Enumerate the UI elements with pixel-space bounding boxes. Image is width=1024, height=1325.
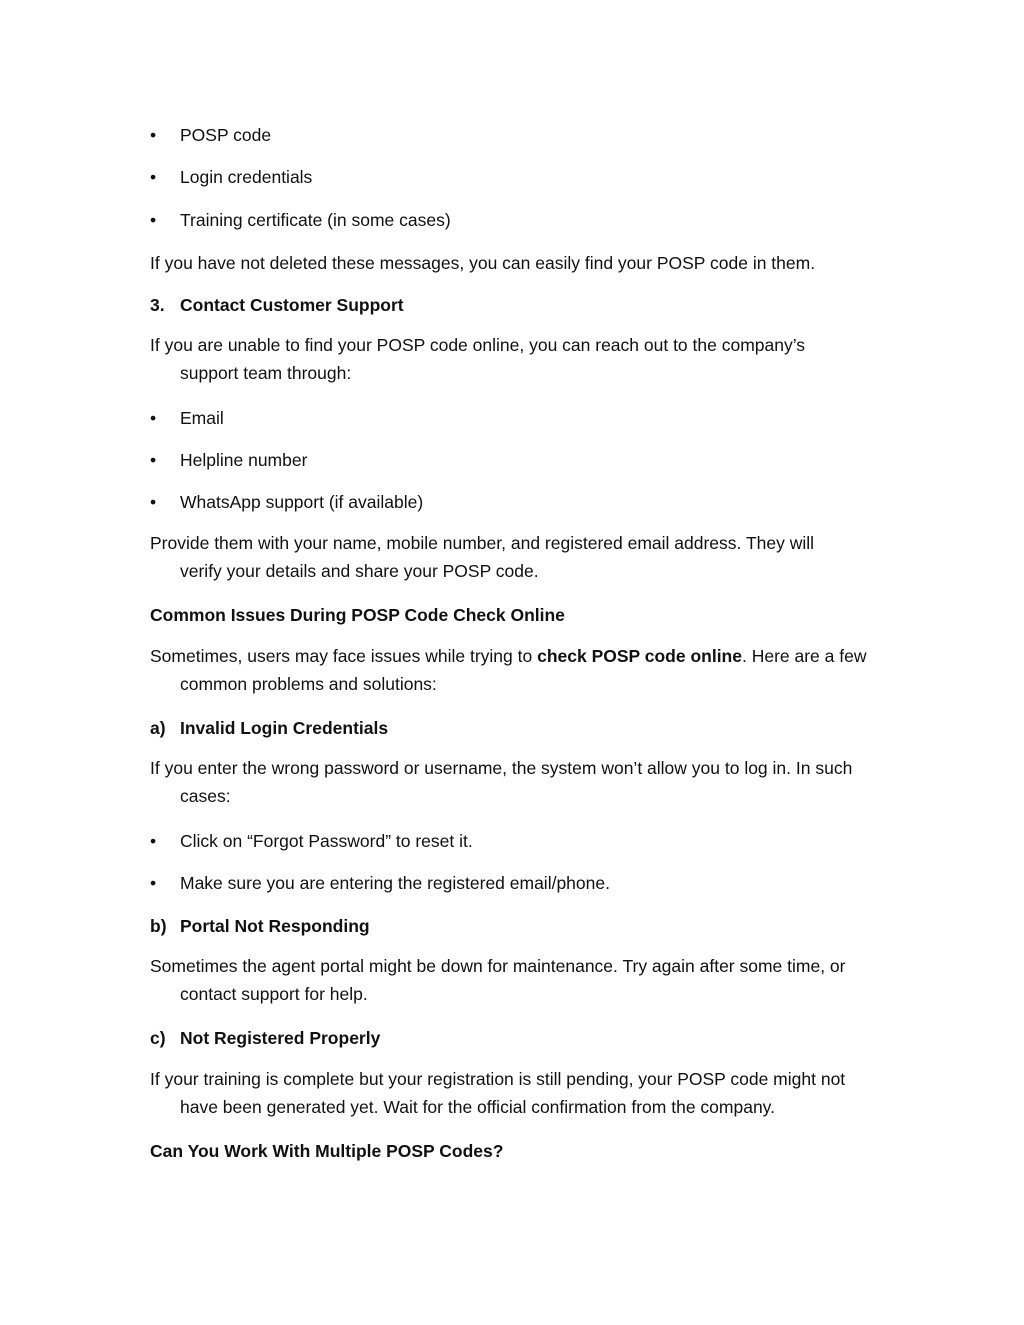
heading-number: b) xyxy=(150,916,167,936)
section-heading-b xyxy=(150,912,910,940)
heading-number: 3. xyxy=(150,295,165,315)
heading-text: Invalid Login Credentials xyxy=(180,718,389,738)
bullet-icon: • xyxy=(150,831,157,851)
paragraph-line: verify your details and share your POSP code. xyxy=(180,561,539,581)
paragraph-c xyxy=(150,1065,910,1121)
list-item-text: Make sure you are entering the registered email/phone. xyxy=(180,873,610,893)
text-segment: . Here are a few xyxy=(741,646,867,666)
bullet-icon: • xyxy=(150,408,157,428)
list-item-text: Email xyxy=(180,408,224,428)
bullet-icon: • xyxy=(150,873,157,893)
list-item-text: Training certificate (in some cases) xyxy=(180,210,451,230)
paragraph-line: contact support for help. xyxy=(180,984,368,1004)
paragraph-line xyxy=(150,642,910,670)
paragraph-line: support team through: xyxy=(180,363,352,383)
bullet-icon: • xyxy=(150,125,157,145)
heading-number: c) xyxy=(150,1028,166,1048)
section-heading-common-issues: Common Issues During POSP Code Check Online xyxy=(150,605,565,625)
heading-text: Portal Not Responding xyxy=(180,916,370,936)
list-item-text: Helpline number xyxy=(180,450,308,470)
paragraph-line: If you enter the wrong password or username, the system won’t allow you to log in. In such xyxy=(150,758,853,778)
paragraph-line: If you are unable to find your POSP code online, you can reach out to the company’s xyxy=(150,335,806,355)
paragraph-line: have been generated yet. Wait for the official confirmation from the company. xyxy=(180,1097,775,1117)
list-item-text: WhatsApp support (if available) xyxy=(180,492,424,512)
section-heading-c xyxy=(150,1024,910,1052)
paragraph-b xyxy=(150,952,910,1008)
bullet-icon: • xyxy=(150,450,157,470)
paragraph-line: cases: xyxy=(180,786,231,806)
paragraph-line: Provide them with your name, mobile number, and registered email address. They will xyxy=(150,533,815,553)
heading-text: Not Registered Properly xyxy=(180,1028,381,1048)
heading-number: a) xyxy=(150,718,166,738)
heading-text: Contact Customer Support xyxy=(180,295,404,315)
text-segment: Sometimes, users may face issues while trying to xyxy=(150,646,538,666)
bullet-icon: • xyxy=(150,210,157,230)
list-item-text: Login credentials xyxy=(180,167,313,187)
paragraph-a xyxy=(150,754,910,810)
paragraph-messages: If you have not deleted these messages, you can easily find your POSP code in them. xyxy=(150,253,816,273)
section-heading-contact xyxy=(150,291,910,319)
list-item-text: POSP code xyxy=(180,125,272,145)
bullet-icon: • xyxy=(150,167,157,187)
bullet-icon: • xyxy=(150,492,157,512)
section-heading-multiple-codes: Can You Work With Multiple POSP Codes? xyxy=(150,1141,504,1161)
section-heading-a xyxy=(150,714,910,742)
paragraph-provide xyxy=(150,529,910,585)
paragraph-line: common problems and solutions: xyxy=(180,674,437,694)
bold-keyword: check POSP code online xyxy=(537,646,742,666)
paragraph-contact xyxy=(150,331,910,387)
paragraph-sometimes xyxy=(150,642,910,698)
paragraph-line: If your training is complete but your registration is still pending, your POSP code might not xyxy=(150,1069,846,1089)
paragraph-line: Sometimes the agent portal might be down for maintenance. Try again after some time, or xyxy=(150,956,846,976)
list-item-text: Click on “Forgot Password” to reset it. xyxy=(180,831,473,851)
